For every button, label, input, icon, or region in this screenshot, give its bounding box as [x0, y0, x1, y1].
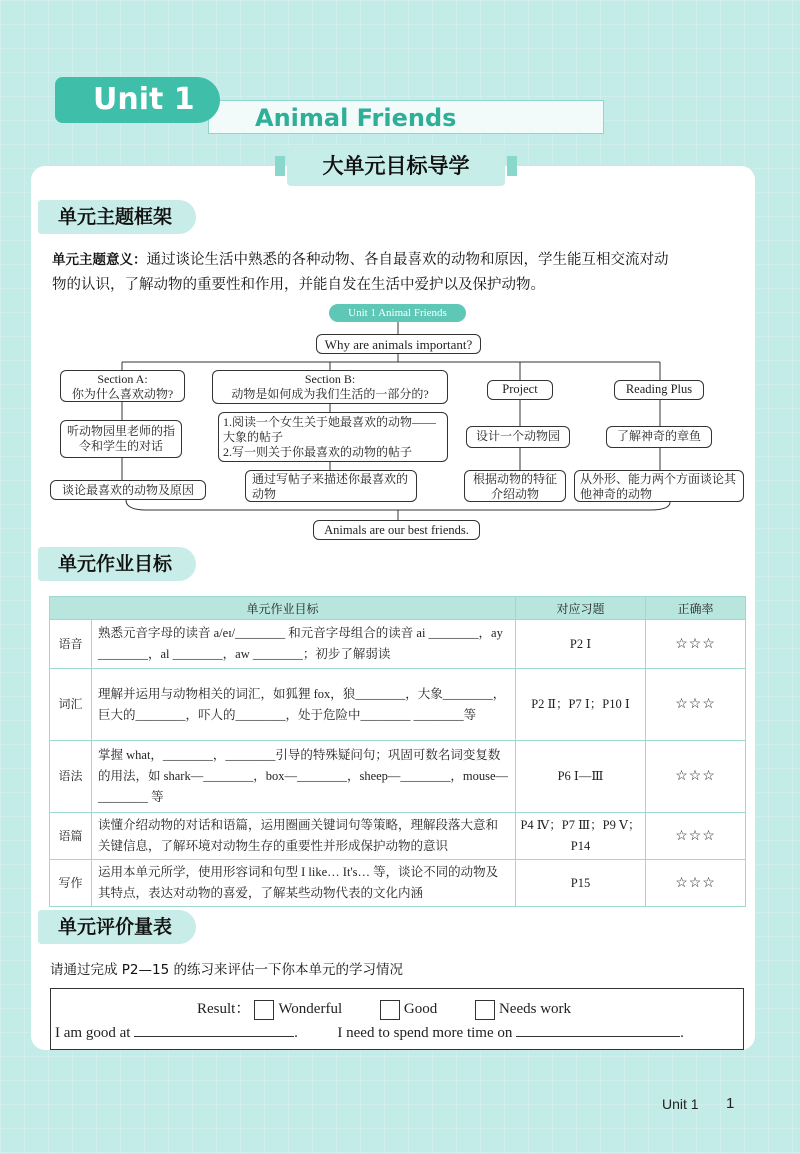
- unit-title: Animal Friends: [208, 100, 604, 134]
- row-rating-stars[interactable]: ☆☆☆: [646, 620, 746, 669]
- branch-project-mid: 设计一个动物园: [466, 426, 570, 448]
- table-row: [50, 860, 746, 907]
- good-at-blank[interactable]: [134, 1036, 294, 1037]
- homework-table: [49, 596, 746, 907]
- row-category: 语音: [50, 620, 92, 669]
- row-exercise: P4 Ⅳ；P7 Ⅲ；P9 Ⅴ；P14: [516, 813, 646, 860]
- evaluation-prompt: 请通过完成 P2—15 的练习来评估一下你本单元的学习情况: [50, 962, 403, 978]
- evaluation-box: [50, 988, 744, 1050]
- branch-b-head-1: Section B:: [304, 372, 356, 386]
- branch-a-head: [60, 370, 185, 402]
- table-row: [50, 620, 746, 669]
- branch-reading-mid: 了解神奇的章鱼: [606, 426, 712, 448]
- wonderful-checkbox[interactable]: [254, 1000, 274, 1020]
- section-framework: 单元主题框架: [38, 200, 196, 234]
- row-rating-stars[interactable]: ☆☆☆: [646, 860, 746, 907]
- page-number: 1: [726, 1095, 735, 1112]
- branch-project-bottom: 根据动物的特征介绍动物: [464, 470, 566, 502]
- row-description: 理解并运用与动物相关的词汇，如狐狸 fox，狼________，大象________，巨大的________，吓人的________，处于危险中________ ________等: [92, 669, 516, 741]
- main-title: 大单元目标导学: [287, 146, 505, 186]
- row-category: 词汇: [50, 669, 92, 741]
- row-rating-stars[interactable]: ☆☆☆: [646, 813, 746, 860]
- branch-a-head-1: Section A:: [97, 372, 148, 386]
- branch-project-head: Project: [487, 380, 553, 400]
- branch-a-mid: 听动物园里老师的指令和学生的对话: [60, 420, 182, 458]
- row-rating-stars[interactable]: ☆☆☆: [646, 669, 746, 741]
- good-at-label: I am good at: [55, 1025, 131, 1041]
- section-homework: 单元作业目标: [38, 547, 196, 581]
- theme-label: 单元主题意义：: [52, 252, 147, 268]
- branch-a-head-2: 你为什么喜欢动物?: [71, 387, 174, 401]
- header-exercise: 对应习题: [516, 597, 646, 620]
- row-exercise: P6 Ⅰ—Ⅲ: [516, 741, 646, 813]
- diagram-title: Unit 1 Animal Friends: [329, 304, 466, 322]
- footer-unit: Unit 1: [662, 1096, 699, 1112]
- table-header-row: [50, 597, 746, 620]
- theme-text-2: 物的认识，了解动物的重要性和作用，并能自发在生活中爱护以及保护动物。: [52, 277, 545, 293]
- diagram-conclusion: Animals are our best friends.: [313, 520, 480, 540]
- result-label: Result：: [197, 1001, 251, 1017]
- needs-work-checkbox[interactable]: [475, 1000, 495, 1020]
- branch-b-bottom: 通过写帖子来描述你最喜欢的动物: [245, 470, 417, 502]
- good-checkbox[interactable]: [380, 1000, 400, 1020]
- row-exercise: P2 Ⅱ；P7 Ⅰ；P10 Ⅰ: [516, 669, 646, 741]
- branch-b-mid: [218, 412, 448, 462]
- row-exercise: P2 Ⅰ: [516, 620, 646, 669]
- need-more-blank[interactable]: [516, 1036, 680, 1037]
- branch-reading-bottom: 从外形、能力两个方面谈论其他神奇的动物: [574, 470, 744, 502]
- need-more-label: I need to spend more time on: [337, 1025, 513, 1041]
- header-goal: 单元作业目标: [50, 597, 516, 620]
- row-description: 运用本单元所学，使用形容词和句型 I like… It's… 等，谈论不同的动物及其特点，表达对动物的喜爱，了解某些动物代表的文化内涵: [92, 860, 516, 907]
- branch-a-bottom: 谈论最喜欢的动物及原因: [50, 480, 206, 500]
- option-needs-work: Needs work: [498, 1001, 572, 1017]
- option-wonderful: Wonderful: [278, 1001, 343, 1017]
- branch-b-head-2: 动物是如何成为我们生活的一部分的?: [231, 387, 429, 401]
- section-evaluation: 单元评价量表: [38, 910, 196, 944]
- row-exercise: P15: [516, 860, 646, 907]
- header-rate: 正确率: [646, 597, 746, 620]
- branch-b-mid-2: 2.写一则关于你最喜欢的动物的帖子: [223, 445, 413, 459]
- row-rating-stars[interactable]: ☆☆☆: [646, 741, 746, 813]
- unit-badge: Unit 1: [55, 77, 220, 123]
- row-description: 熟悉元音字母的读音 a/eɪ/________ 和元音字母组合的读音 ai ________，ay ________，al ________，aw ________；初步了解弱读: [92, 620, 516, 669]
- result-row: [197, 997, 571, 1020]
- row-description: 掌握 what，________，________引导的特殊疑问句；巩固可数名词变复数的用法，如 shark—________，box—________，sheep—________，mouse—________ 等: [92, 741, 516, 813]
- branch-b-mid-1: 1.阅读一个女生关于她最喜欢的动物——大象的帖子: [223, 415, 437, 444]
- branch-reading-head: Reading Plus: [614, 380, 704, 400]
- branch-b-head: [212, 370, 448, 404]
- theme-text-1: 通过谈论生活中熟悉的各种动物、各自最喜欢的动物和原因，学生能互相交流对动: [146, 252, 669, 268]
- table-row: [50, 741, 746, 813]
- table-row: [50, 813, 746, 860]
- diagram-question: Why are animals important?: [316, 334, 481, 354]
- option-good: Good: [403, 1001, 438, 1017]
- row-category: 语篇: [50, 813, 92, 860]
- row-category: 语法: [50, 741, 92, 813]
- row-description: 读懂介绍动物的对话和语篇，运用圈画关键词句等策略，理解段落大意和关键信息，了解环境对动物生存的重要性并形成保护动物的意识: [92, 813, 516, 860]
- reflection-row: I am good at . I need to spend more time on .: [55, 1025, 684, 1041]
- row-category: 写作: [50, 860, 92, 907]
- table-row: [50, 669, 746, 741]
